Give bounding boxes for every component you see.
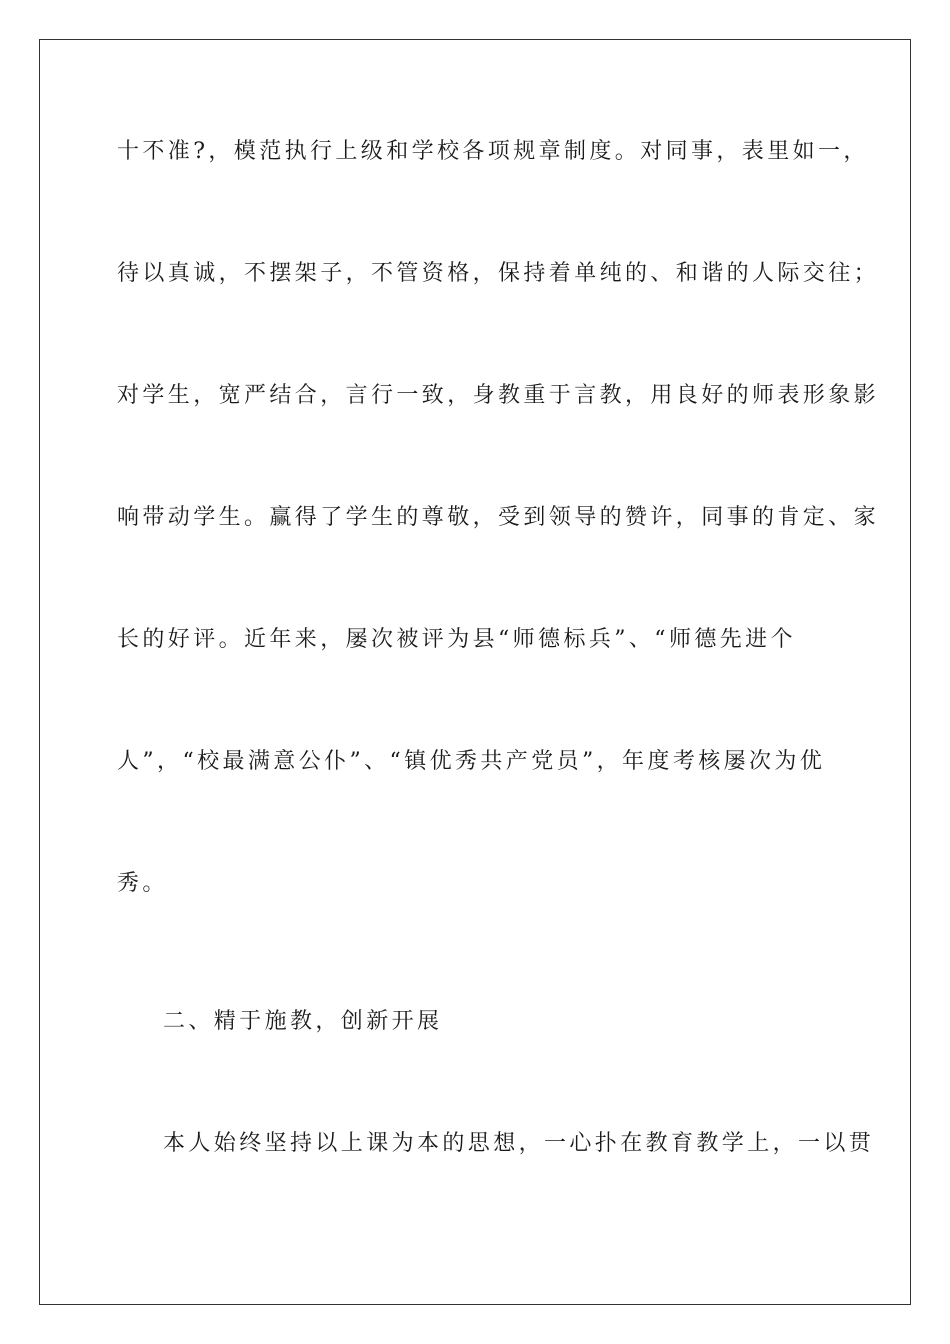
text-line: 秀。 xyxy=(117,871,168,896)
paragraph-start: 本人始终坚持以上课为本的思想，一心扑在教育教学上，一以贯 xyxy=(163,1131,875,1156)
text-line: 长的好评。近年来，屡次被评为县“师德标兵”、“师德先进个 xyxy=(117,627,796,652)
text-line: 待以真诚，不摆架子，不管资格，保持着单纯的、和谐的人际交往； xyxy=(117,261,880,286)
text-line: 对学生，宽严结合，言行一致，身教重于言教，用良好的师表形象影 xyxy=(117,383,880,408)
section-heading: 二、精于施教，创新开展 xyxy=(163,1009,443,1034)
text-line: 十不准?，模范执行上级和学校各项规章制度。对同事，表里如一， xyxy=(117,139,869,164)
text-line: 响带动学生。赢得了学生的尊敬，受到领导的赞许，同事的肯定、家 xyxy=(117,505,880,530)
page-border xyxy=(39,39,911,1305)
text-line: 人”，“校最满意公仆”、“镇优秀共产党员”，年度考核屡次为优 xyxy=(117,749,826,774)
